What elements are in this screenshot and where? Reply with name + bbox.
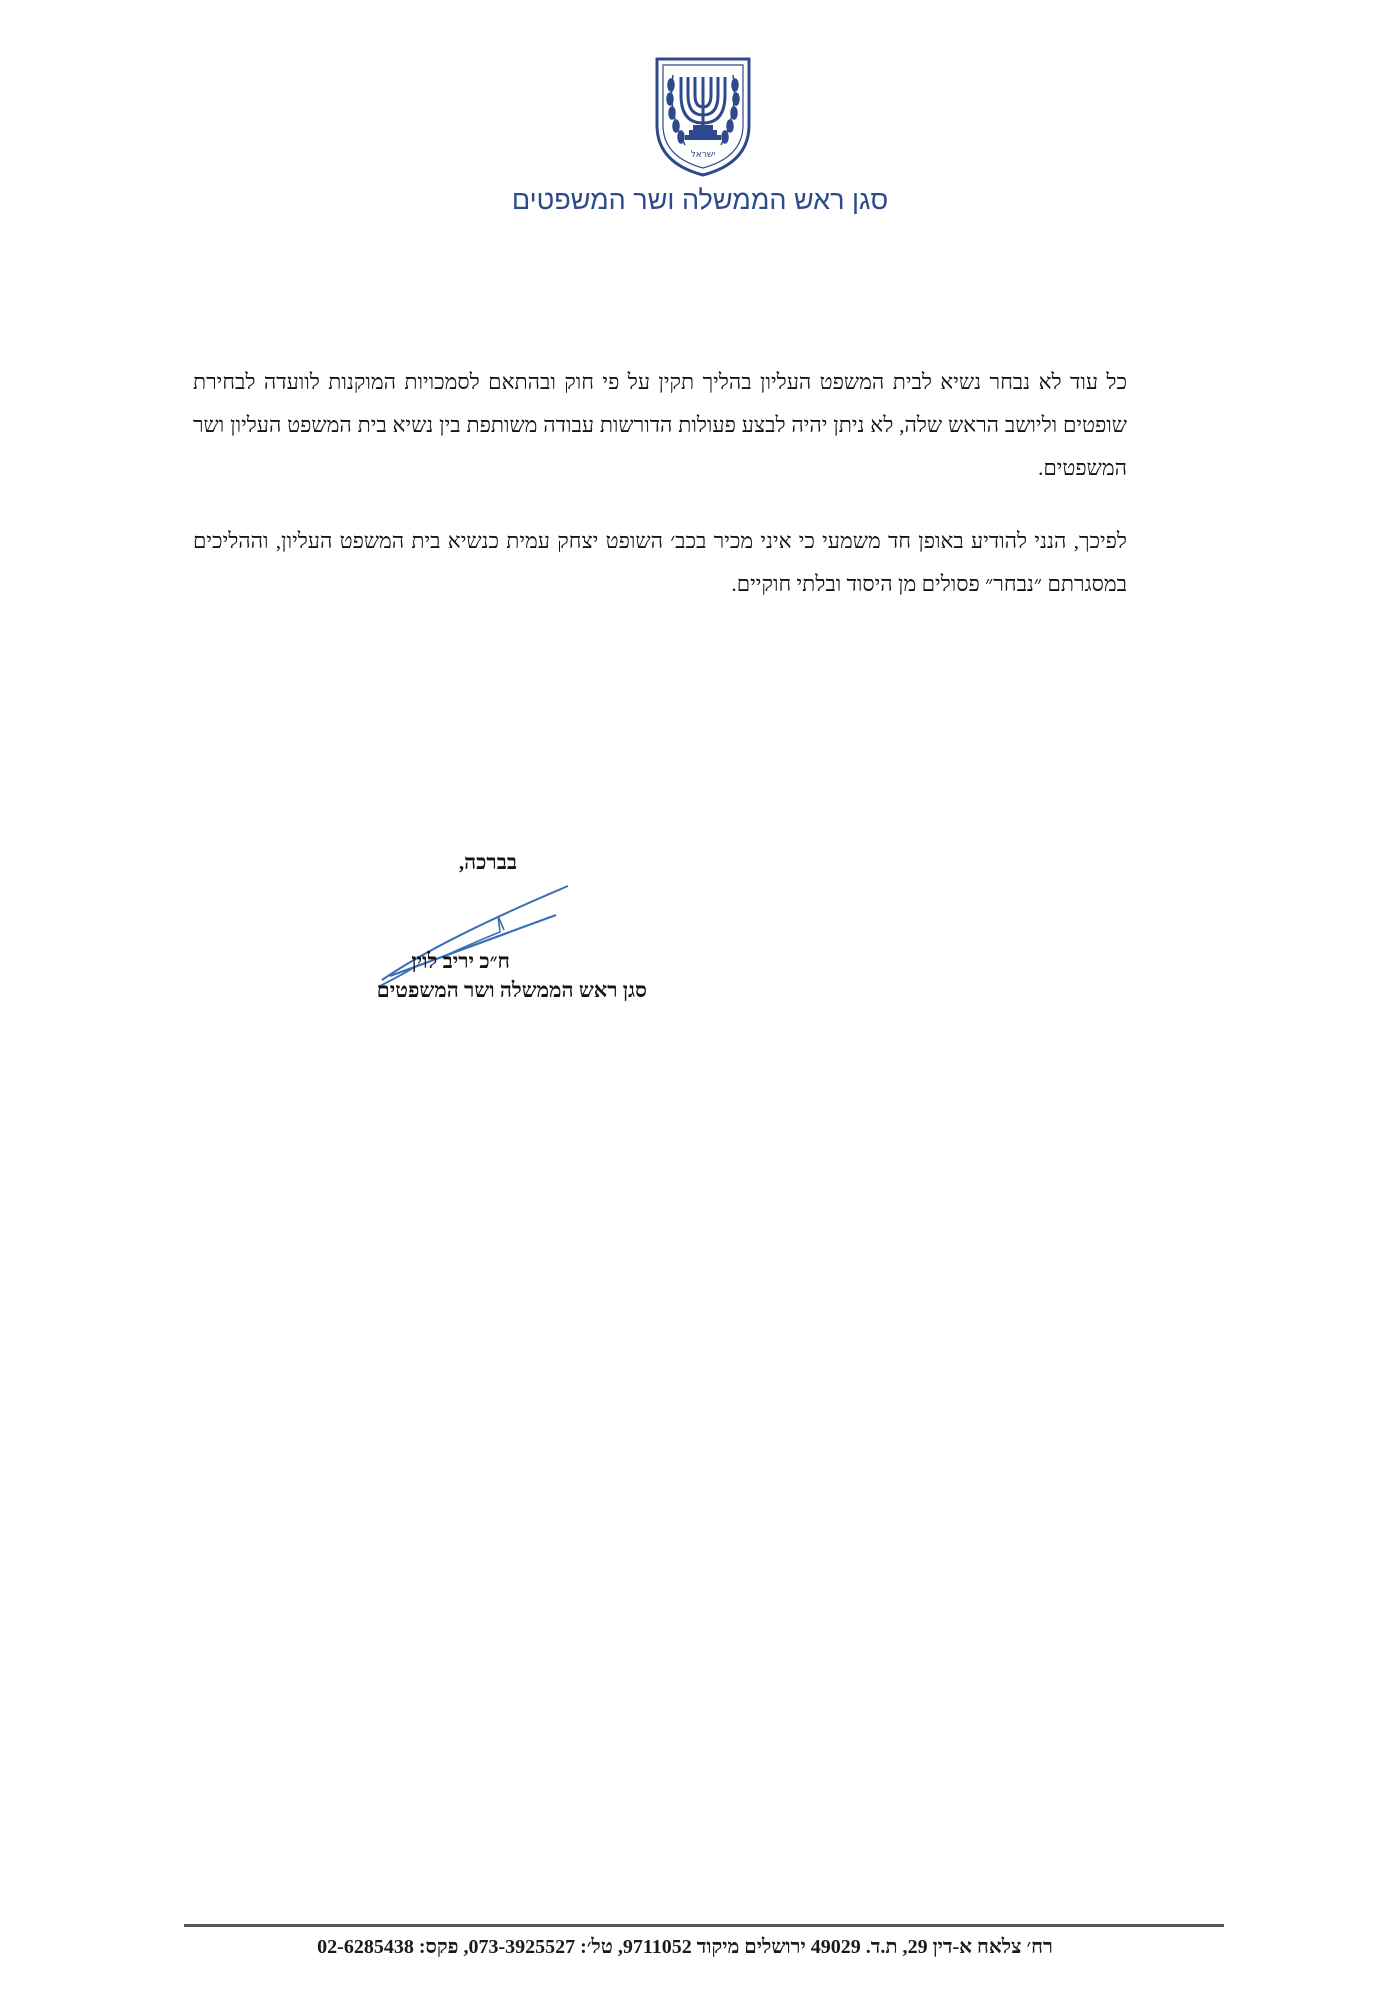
body-paragraph-2: לפיכך, הנני להודיע באופן חד משמעי כי איני מכיר בכב׳ השופט יצחק עמית כנשיא בית המשפט העליון, וההליכים במסגרתם ״נבחר״ פסולים מן היסוד ובלתי חוקיים.: [193, 529, 1127, 596]
state-emblem-icon: [651, 55, 755, 179]
signer-name: ח״כ יריב לוין: [411, 949, 510, 973]
footer-address: רח׳ צלאח א-דין 29, ת.ד. 49029 ירושלים מיקוד 9711052, טל׳: 073-3925527, פקס: 02-6285438: [317, 1936, 1053, 1958]
closing-greeting: בברכה,: [458, 850, 517, 874]
footer-divider: [184, 1924, 1224, 1927]
signer-role: סגן ראש הממשלה ושר המשפטים: [376, 978, 647, 1002]
emblem-text: ישראל: [690, 150, 716, 160]
body-paragraph-1: כל עוד לא נבחר נשיא לבית המשפט העליון בהליך תקין על פי חוק ובהתאם לסמכויות המוקנות לוועדה לבחירת שופטים וליושב הראש שלה, לא ניתן יהיה לבצע פעולות הדורשות עבודה משותפת בין נשיא בית המשפט העליון ושר המשפטים.: [193, 370, 1127, 480]
office-title: סגן ראש הממשלה ושר המשפטים: [511, 185, 889, 215]
